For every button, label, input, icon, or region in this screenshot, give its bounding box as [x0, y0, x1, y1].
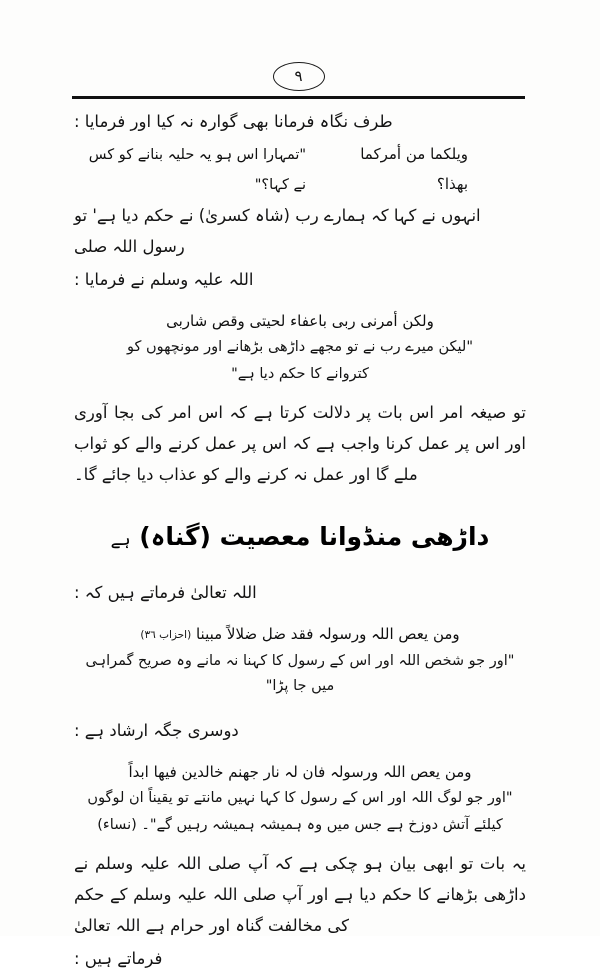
spacer [74, 748, 526, 756]
body-line-3: اللہ علیہ وسلم نے فرمایا : [74, 270, 254, 289]
quran-intro-1: اللہ تعالیٰ فرماتے ہیں کہ : [74, 583, 257, 602]
hadith-question-line [74, 139, 526, 200]
page-number: ٩ [294, 66, 303, 85]
spacer [74, 297, 526, 305]
header-rule-divider [72, 96, 525, 99]
quran-verse-1-arabic: ومن یعص اللہ ورسولہ فقد ضل ضلالاً مبینا [195, 625, 460, 643]
hadith-question-arabic: ویلکما من أمرکما بھذا؟ [360, 145, 468, 193]
hadith-translation-line-1: "لیکن میرے رب نے تو مجھے داڑھی بڑھانے اور مونچھوں کو [126, 339, 473, 355]
hadith-translation-line-2: کتروانے کا حکم دیا ہے" [231, 366, 369, 382]
spacer [74, 389, 526, 397]
quran-intro-2: دوسری جگہ ارشاد ہے : [74, 721, 239, 740]
explanation-paragraph: تو صیغہ امر اس بات پر دلالت کرتا ہے کہ اس امر کی بجا آوری اور اس پر عمل کرنا واجب ہے کہ اس پر عمل کرنے والے کو ثواب ملے گا اور عمل نہ کرنے والے کو عذاب دیا جائے گا۔ [74, 403, 526, 484]
quran-verse-2-arabic: ومن یعص اللہ ورسولہ فان لہ نار جھنم خالدین فیھا ابداً [128, 763, 472, 781]
body-line-2: انہوں نے کہا کہ ہمارے رب (شاہ کسریٰ) نے حکم دیا ہے' تو رسول اللہ صلی [74, 206, 481, 256]
spacer [74, 610, 526, 618]
spacer [74, 701, 526, 715]
quran-verse-1-line [74, 621, 526, 648]
quran-verse-2-translation-line-2: کیلئے آتش دوزخ ہے جس میں وہ ہمیشہ ہمیشہ رہیں گے"۔ (نساء) [97, 817, 503, 833]
page-header [72, 62, 525, 102]
hadith-question-urdu: "تمہارا اس ہو یہ حلیہ بنانے کو کس نے کہا؟" [88, 147, 307, 193]
hadith-arabic-text: ولکن أمرنی ربی باعفاء لحیتی وقص شاربی [166, 312, 434, 330]
closing-paragraph: یہ بات تو ابھی بیان ہو چکی ہے کہ آپ صلی اللہ علیہ وسلم نے داڑھی بڑھانے کا حکم دیا ہے اور آپ صلی اللہ علیہ وسلم کے حکم کی مخالفت گناہ اور حرام ہے اللہ تعالیٰ [74, 854, 526, 935]
folio-oval [273, 62, 325, 91]
quran-verse-2-translation-line-1: "اور جو لوگ اللہ اور اس کے رسول کا کہا نہیں مانتے تو یقیناً ان لوگوں [87, 790, 513, 806]
body-line-1: طرف نگاہ فرمانا بھی گوارہ نہ کیا اور فرمایا : [74, 112, 393, 131]
closing-paragraph-tail: فرماتے ہیں : [74, 949, 163, 968]
quran-verse-1-translation: "اور جو شخص اللہ اور اس کے رسول کا کہنا نہ مانے وہ صریح گمراہی میں جا پڑا" [85, 653, 515, 694]
section-heading-main: داڑھی منڈوانا معصیت (گناہ) [139, 522, 490, 551]
section-heading-tail: ہے [110, 530, 131, 550]
section-heading [74, 516, 526, 561]
quran-verse-1-reference: (احزاب ٣٦) [140, 629, 192, 641]
page-content [74, 106, 526, 976]
spacer [74, 840, 526, 848]
